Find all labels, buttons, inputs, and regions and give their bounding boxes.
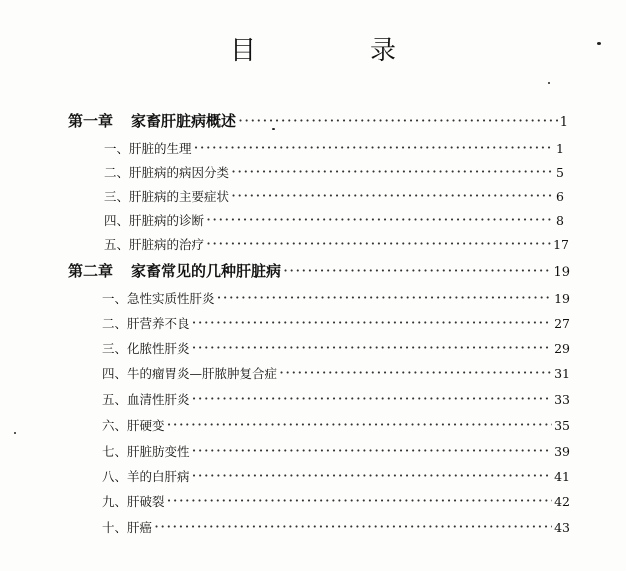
entry-label: 十、肝癌	[102, 520, 153, 535]
toc-entry[interactable]	[102, 313, 570, 332]
scan-speck	[548, 82, 550, 84]
toc-chapter-1[interactable]	[68, 110, 568, 131]
dot-leader	[192, 338, 553, 357]
entry-label: 五、血清性肝炎	[102, 392, 190, 407]
toc-entry[interactable]	[104, 138, 564, 157]
page-number: 33	[554, 392, 570, 407]
dot-leader	[231, 162, 554, 181]
page-number: 8	[556, 213, 564, 228]
entry-label: 五、肝脏病的治疗	[104, 237, 205, 252]
page-number: 29	[554, 341, 570, 356]
page-number: 31	[554, 366, 570, 381]
entry-label: 二、肝营养不良	[102, 316, 190, 331]
toc-entry[interactable]	[102, 441, 570, 460]
dot-leader	[192, 389, 553, 408]
entry-label: 一、急性实质性肝炎	[102, 291, 215, 306]
chapter-number: 第一章	[68, 112, 114, 130]
page-number: 39	[554, 444, 570, 459]
chapter-title: 家畜肝脏病概述	[131, 112, 237, 130]
toc-entry[interactable]	[102, 466, 570, 485]
toc-entry[interactable]	[102, 338, 570, 357]
entry-label: 三、肝脏病的主要症状	[104, 189, 230, 204]
scan-speck	[597, 42, 601, 45]
entry-label: 一、肝脏的生理	[104, 141, 192, 156]
page-number: 6	[556, 189, 564, 204]
dot-leader	[192, 313, 553, 332]
page-number: 1	[556, 141, 564, 156]
page-number: 5	[556, 165, 564, 180]
page-number: 1	[559, 115, 568, 130]
dot-leader	[283, 261, 551, 280]
chapter-title: 家畜常见的几种肝脏病	[131, 262, 282, 280]
toc-entry[interactable]	[104, 210, 564, 229]
toc-title: 目 录	[229, 36, 440, 66]
toc-entry[interactable]	[104, 234, 569, 253]
dot-leader	[206, 210, 554, 229]
dot-leader	[167, 491, 553, 510]
toc-entry[interactable]	[102, 363, 570, 382]
dot-leader	[167, 415, 553, 434]
chapter-heading	[68, 260, 281, 281]
chapter-heading	[68, 110, 236, 131]
chapter-number: 第二章	[68, 262, 114, 280]
toc-entry[interactable]	[102, 517, 570, 536]
dot-leader	[279, 363, 552, 382]
entry-label: 二、肝脏病的病因分类	[104, 165, 230, 180]
toc-chapter-2[interactable]	[68, 260, 570, 281]
dot-leader	[217, 288, 553, 307]
dot-leader	[206, 234, 551, 253]
toc-entry[interactable]	[102, 415, 570, 434]
dot-leader	[231, 186, 554, 205]
scan-speck	[14, 432, 16, 434]
toc-entry[interactable]	[104, 186, 564, 205]
dot-leader	[238, 111, 558, 130]
page-number: 27	[554, 316, 570, 331]
dot-leader	[194, 138, 555, 157]
page-number: 17	[553, 237, 569, 252]
toc-entry[interactable]	[102, 389, 570, 408]
entry-label: 四、牛的瘤胃炎—肝脓肿复合症	[102, 366, 278, 381]
page-number: 19	[553, 265, 570, 280]
scan-speck	[272, 128, 275, 130]
dot-leader	[154, 517, 552, 536]
page-number: 42	[554, 494, 570, 509]
dot-leader	[192, 441, 553, 460]
page-number: 43	[554, 520, 570, 535]
toc-entry[interactable]	[102, 288, 570, 307]
entry-label: 九、肝破裂	[102, 494, 165, 509]
toc-entry[interactable]	[102, 491, 570, 510]
page-number: 35	[554, 418, 570, 433]
dot-leader	[192, 466, 553, 485]
entry-label: 三、化脓性肝炎	[102, 341, 190, 356]
entry-label: 四、肝脏病的诊断	[104, 213, 205, 228]
entry-label: 六、肝硬变	[102, 418, 165, 433]
page-number: 41	[554, 469, 570, 484]
entry-label: 八、羊的白肝病	[102, 469, 190, 484]
toc-entry[interactable]	[104, 162, 564, 181]
entry-label: 七、肝脏肪变性	[102, 444, 190, 459]
page-number: 19	[554, 291, 570, 306]
